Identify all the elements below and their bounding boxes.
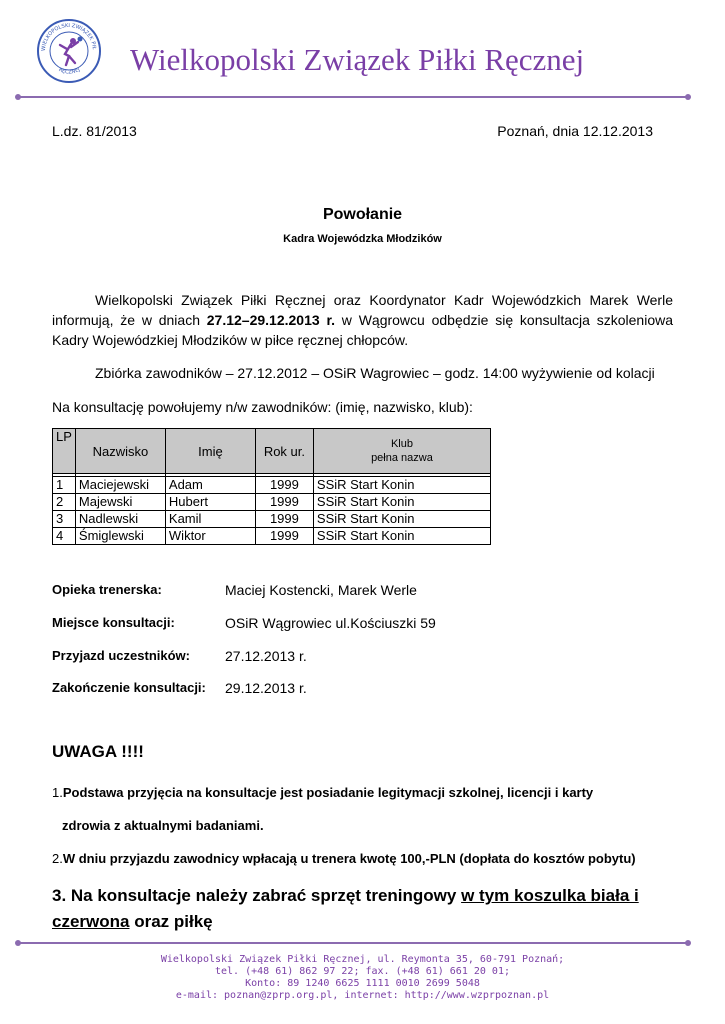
header-surname: Nazwisko bbox=[75, 429, 165, 474]
org-title: Wielkopolski Związek Piłki Ręcznej bbox=[130, 42, 585, 77]
header-club bbox=[313, 429, 490, 474]
notice-heading: UWAGA !!!! bbox=[52, 742, 144, 761]
notice-item-1-continued: zdrowia z aktualnymi badaniami. bbox=[62, 818, 264, 833]
notice-item-3-underlined-a: w tym koszulka biała i bbox=[461, 886, 639, 905]
detail-label-coaching: Opieka trenerska: bbox=[52, 582, 162, 597]
table-row bbox=[53, 477, 491, 494]
cell-name: Kamil bbox=[165, 511, 255, 528]
cell-club: SSiR Start Konin bbox=[313, 477, 490, 494]
cell-club: SSiR Start Konin bbox=[313, 494, 490, 511]
cell-name: Hubert bbox=[165, 494, 255, 511]
table-row bbox=[53, 511, 491, 528]
notice-item-1 bbox=[52, 784, 593, 802]
detail-value-venue: OSiR Wągrowiec ul.Kościuszki 59 bbox=[225, 615, 436, 631]
notice-item-3-text-b: oraz piłkę bbox=[129, 912, 213, 931]
notice-item-3-continued bbox=[52, 910, 213, 934]
footer-contact: e-mail: poznan@zprp.org.pl, internet: http://www.wzprpoznan.pl bbox=[175, 990, 550, 1001]
cell-year: 1999 bbox=[255, 477, 313, 494]
players-table bbox=[52, 428, 491, 545]
intro-paragraph bbox=[52, 290, 673, 350]
table-row bbox=[53, 494, 491, 511]
header-lp: LP bbox=[53, 429, 76, 474]
org-logo bbox=[36, 18, 102, 84]
cell-year: 1999 bbox=[255, 494, 313, 511]
header-name: Imię bbox=[165, 429, 255, 474]
notice-item-3-underlined-b: czerwona bbox=[52, 912, 130, 931]
notice-item-2-text: W dniu przyjazdu zawodnicy wpłacają u trenera kwotę 100,-PLN (dopłata do kosztów pobytu) bbox=[62, 851, 636, 866]
cell-name: Adam bbox=[165, 477, 255, 494]
cell-lp: 1 bbox=[53, 477, 76, 494]
notice-item-1-text: Podstawa przyjęcia na konsultacje jest posiadanie legitymacji szkolnej, licencji i karty bbox=[62, 785, 594, 800]
call-up-intro: Na konsultację powołujemy n/w zawodników: (imię, nazwisko, klub): bbox=[52, 399, 473, 415]
logo-top-text: WIELKOPOLSKI ZWIĄZEK PIŁ bbox=[40, 22, 97, 52]
footer-address: Wielkopolski Związek Piłki Ręcznej, ul. Reymonta 35, 60-791 Poznań; bbox=[160, 954, 565, 965]
logo-bottom-text: RĘCZNEJ bbox=[57, 66, 82, 76]
header-club-subtitle: pełna nazwa bbox=[371, 452, 433, 464]
cell-lp: 4 bbox=[53, 528, 76, 545]
intro-dates: 27.12–29.12.2013 r. bbox=[206, 312, 336, 328]
detail-label-venue: Miejsce konsultacji: bbox=[52, 615, 175, 630]
cell-surname: Nadlewski bbox=[75, 511, 165, 528]
detail-value-arrival: 27.12.2013 r. bbox=[225, 648, 307, 664]
footer-divider bbox=[18, 942, 688, 944]
cell-club: SSiR Start Konin bbox=[313, 528, 490, 545]
notice-item-3 bbox=[52, 884, 639, 908]
document-title: Powołanie bbox=[322, 206, 403, 223]
header-club-title: Klub bbox=[390, 438, 413, 450]
reference-number: L.dz. 81/2013 bbox=[52, 123, 137, 139]
intro-text-b: w Wągrowcu odbędzie się konsultacja szkoleniowa Kadry Wojewódzkiej Młodzików w piłce ręcznej chłopców. bbox=[52, 312, 673, 348]
cell-name: Wiktor bbox=[165, 528, 255, 545]
detail-value-end: 29.12.2013 r. bbox=[225, 680, 307, 696]
footer-phone: tel. (+48 61) 862 97 22; fax. (+48 61) 661 20 01; bbox=[214, 966, 510, 977]
cell-year: 1999 bbox=[255, 511, 313, 528]
cell-lp: 2 bbox=[53, 494, 76, 511]
detail-label-end: Zakończenie konsultacji: bbox=[52, 680, 206, 695]
cell-surname: Maciejewski bbox=[75, 477, 165, 494]
place-date: Poznań, dnia 12.12.2013 bbox=[497, 123, 653, 139]
notice-item-2 bbox=[52, 850, 636, 868]
cell-club: SSiR Start Konin bbox=[313, 511, 490, 528]
intro-text-a: Wielkopolski Związek Piłki Ręcznej oraz Koordynator Kadr Wojewódzkich Marek Werle informują, że w dniach bbox=[52, 292, 673, 328]
header-divider bbox=[18, 96, 688, 98]
footer bbox=[0, 954, 725, 1002]
detail-label-arrival: Przyjazd uczestników: bbox=[52, 648, 190, 663]
notice-item-3-text-a: 3. Na konsultacje należy zabrać sprzęt treningowy bbox=[52, 886, 462, 905]
table-row bbox=[53, 528, 491, 545]
cell-surname: Śmiglewski bbox=[75, 528, 165, 545]
cell-surname: Majewski bbox=[75, 494, 165, 511]
cell-year: 1999 bbox=[255, 528, 313, 545]
document-subtitle: Kadra Wojewódzka Młodzików bbox=[283, 233, 442, 245]
header-year: Rok ur. bbox=[255, 429, 313, 474]
notice-item-2-number: 2. bbox=[52, 851, 63, 866]
gathering-info: Zbiórka zawodników – 27.12.2012 – OSiR Wagrowiec – godz. 14:00 wyżywienie od kolacji bbox=[95, 365, 655, 381]
footer-account: Konto: 89 1240 6625 1111 0010 2699 5048 bbox=[245, 978, 480, 989]
cell-lp: 3 bbox=[53, 511, 76, 528]
table-header-row bbox=[53, 429, 491, 474]
detail-value-coaching: Maciej Kostencki, Marek Werle bbox=[225, 582, 417, 598]
notice-item-1-number: 1. bbox=[52, 785, 63, 800]
